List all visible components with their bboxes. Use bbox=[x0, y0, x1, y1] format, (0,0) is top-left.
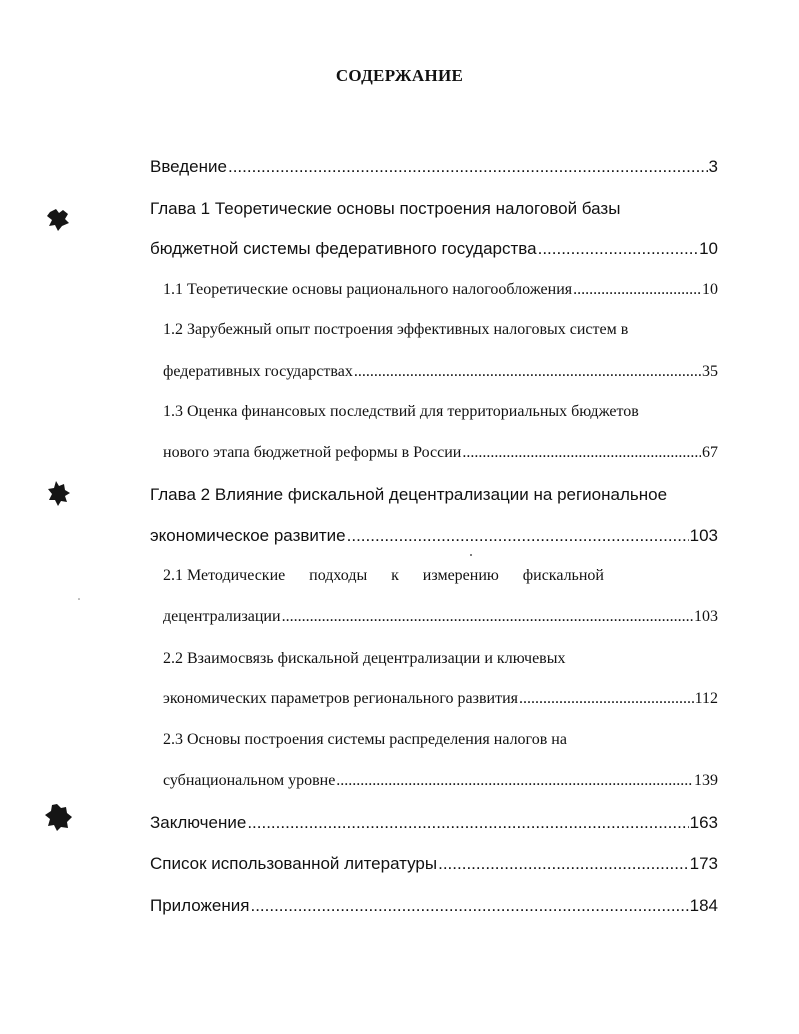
toc-section-2-1-line-1 bbox=[163, 567, 604, 585]
toc-section-1-2-line-1: 1.2 Зарубежный опыт построения эффективных налоговых систем в bbox=[163, 321, 629, 338]
toc-entry-title: Список использованной литературы bbox=[150, 854, 438, 873]
toc-entry-intro bbox=[150, 157, 718, 177]
toc-chapter-2 bbox=[150, 526, 718, 546]
toc-page-number: 163 bbox=[689, 813, 718, 832]
toc-chapter-1 bbox=[150, 239, 718, 259]
toc-page-number: 103 bbox=[689, 526, 718, 545]
toc-page-number: 35 bbox=[702, 363, 718, 380]
toc-entry-title: нового этапа бюджетной реформы в России bbox=[163, 444, 462, 461]
toc-entry-references bbox=[150, 854, 718, 874]
toc-entry-conclusion bbox=[150, 813, 718, 833]
toc-entry-appendices bbox=[150, 896, 718, 916]
toc-section-1-1 bbox=[163, 281, 718, 299]
ink-blot-icon bbox=[42, 800, 76, 834]
toc-leader-dots bbox=[336, 772, 693, 790]
toc-leader-dots bbox=[462, 444, 701, 462]
toc-word: фискальной bbox=[522, 567, 604, 584]
toc-page-number: 173 bbox=[689, 854, 718, 873]
toc-section-1-2 bbox=[163, 363, 718, 381]
toc-entry-title: Введение bbox=[150, 157, 227, 176]
toc-leader-dots bbox=[519, 690, 694, 708]
toc-leader-dots bbox=[573, 281, 701, 299]
toc-entry-title: экономических параметров регионального развития bbox=[163, 690, 518, 707]
toc-entry-title: 1.1 Теоретические основы рационального налогообложения bbox=[163, 281, 573, 298]
toc-page-number: 10 bbox=[699, 239, 718, 258]
toc-page-number: 67 bbox=[702, 444, 718, 461]
toc-entry-title: субнациональном уровне bbox=[163, 772, 336, 789]
toc-section-2-2 bbox=[163, 690, 718, 708]
toc-page-number: 3 bbox=[708, 157, 718, 176]
toc-page-number: 139 bbox=[694, 772, 718, 789]
toc-leader-dots bbox=[282, 608, 693, 626]
toc-word: к bbox=[391, 567, 399, 584]
toc-section-2-3-line-1: 2.3 Основы построения системы распределения налогов на bbox=[163, 731, 567, 748]
toc-section-1-3 bbox=[163, 444, 718, 462]
toc-chapter-1-line-1: Глава 1 Теоретические основы построения налоговой базы bbox=[150, 199, 621, 218]
toc-word: измерению bbox=[422, 567, 499, 584]
toc-leader-dots bbox=[354, 363, 701, 381]
toc-chapter-2-line-1: Глава 2 Влияние фискальной децентрализации на региональное bbox=[150, 485, 668, 504]
toc-leader-dots bbox=[538, 239, 698, 259]
toc-section-2-1 bbox=[163, 608, 718, 626]
toc-section-2-2-line-1: 2.2 Взаимосвязь фискальной децентрализации и ключевых bbox=[163, 650, 566, 667]
toc-leader-dots bbox=[250, 896, 688, 916]
toc-entry-title: децентрализации bbox=[163, 608, 281, 625]
toc-word: 2.1 Методические bbox=[163, 567, 286, 584]
toc-page-number: 10 bbox=[702, 281, 718, 298]
toc-word: подходы bbox=[309, 567, 368, 584]
toc-entry-title: Приложения bbox=[150, 896, 250, 915]
speck-icon bbox=[468, 552, 474, 558]
toc-page-number: 184 bbox=[689, 896, 718, 915]
page-title: СОДЕРЖАНИЕ bbox=[335, 66, 464, 85]
toc-leader-dots bbox=[347, 526, 689, 546]
toc-page-number: 103 bbox=[694, 608, 718, 625]
toc-leader-dots bbox=[247, 813, 688, 833]
toc-entry-title: федеративных государствах bbox=[163, 363, 353, 380]
ink-blot-icon bbox=[44, 204, 74, 234]
toc-section-2-3 bbox=[163, 772, 718, 790]
toc-entry-title: Заключение bbox=[150, 813, 247, 832]
toc-page-number: 112 bbox=[694, 690, 718, 707]
toc-leader-dots bbox=[438, 854, 689, 874]
toc-entry-title: бюджетной системы федеративного государства bbox=[150, 239, 537, 258]
toc-leader-dots bbox=[228, 157, 708, 177]
speck-icon bbox=[76, 596, 82, 602]
toc-section-1-3-line-1: 1.3 Оценка финансовых последствий для территориальных бюджетов bbox=[163, 403, 639, 420]
toc-entry-title: экономическое развитие bbox=[150, 526, 346, 545]
ink-blot-icon bbox=[44, 478, 74, 508]
